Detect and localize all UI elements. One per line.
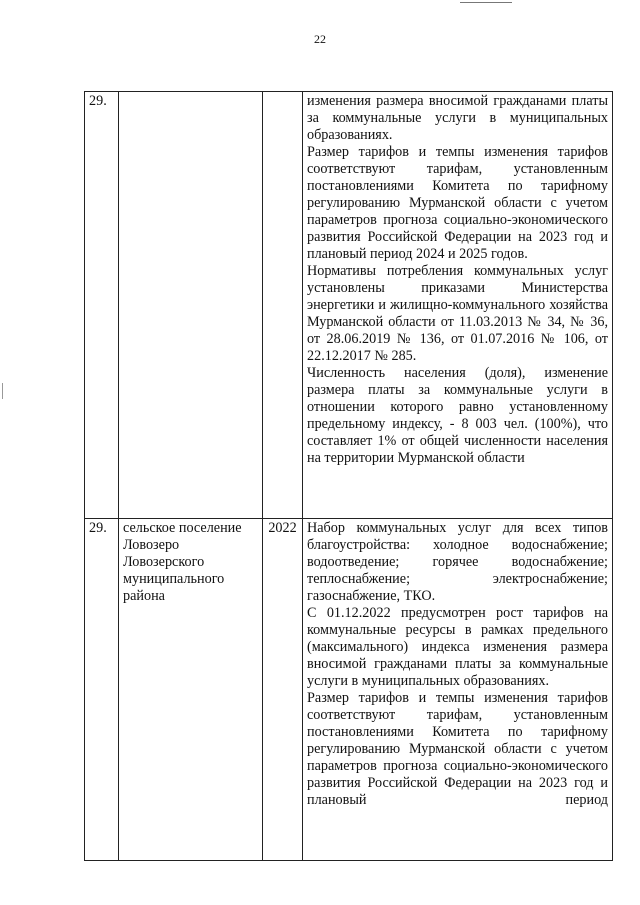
paragraph: Нормативы потребления коммунальных услуг установлены приказами Министерства энергетики и жилищно-коммунального хозяйства Мурманской области от 11.03.2013 № 34, № 36, от 28.06.2019 № 136, от 01.07.2016 № 106, от 22.12.2017 № 285.: [307, 263, 608, 364]
row-year: [263, 92, 303, 519]
paragraph: изменения размера вносимой гражданами платы за коммунальные услуги в муниципальных образованиях.: [307, 93, 608, 143]
table-row: [85, 519, 613, 861]
description-cell: [303, 519, 613, 861]
municipality-name: [119, 92, 263, 519]
tariff-table: [84, 91, 613, 861]
row-year: 2022: [263, 519, 303, 861]
row-number: 29.: [85, 519, 119, 861]
paragraph: Численность населения (доля), изменение размера платы за коммунальные услуги в отношении которого равно установленному предельному индексу, - 8 003 чел. (100%), что составляет 1% от общей численности населения на территории Мурманской области: [307, 365, 608, 466]
paragraph: Размер тарифов и темпы изменения тарифов соответствуют тарифам, установленным постановлениями Комитета по тарифному регулированию Мурманской области с учетом параметров прогноза социально-экономического развития Российской Федерации на 2023 год и плановый период 2024 и 2025 годов.: [307, 144, 608, 262]
paragraph: Размер тарифов и темпы изменения тарифов соответствуют тарифам, установленным постановлениями Комитета по тарифному регулированию Мурманской области с учетом параметров прогноза социально-экономического развития Российской Федерации на 2023 год и плановый период: [307, 690, 608, 808]
margin-mark: [2, 383, 3, 399]
paragraph: С 01.12.2022 предусмотрен рост тарифов на коммунальные ресурсы в рамках предельного (максимального) индекса изменения размера вносимой гражданами платы за коммунальные услуги в муниципальных образованиях.: [307, 605, 608, 689]
paragraph: Набор коммунальных услуг для всех типов благоустройства: холодное водоснабжение; водоотведение; горячее водоснабжение; теплоснабжение; электроснабжение; газоснабжение, ТКО.: [307, 520, 608, 604]
header-rule: [460, 2, 512, 3]
table-row: [85, 92, 613, 519]
description-cell: [303, 92, 613, 519]
row-number: 29.: [85, 92, 119, 519]
page-number: 22: [314, 32, 326, 46]
municipality-name: сельское поселение Ловозеро Ловозерского муниципального района: [119, 519, 263, 861]
